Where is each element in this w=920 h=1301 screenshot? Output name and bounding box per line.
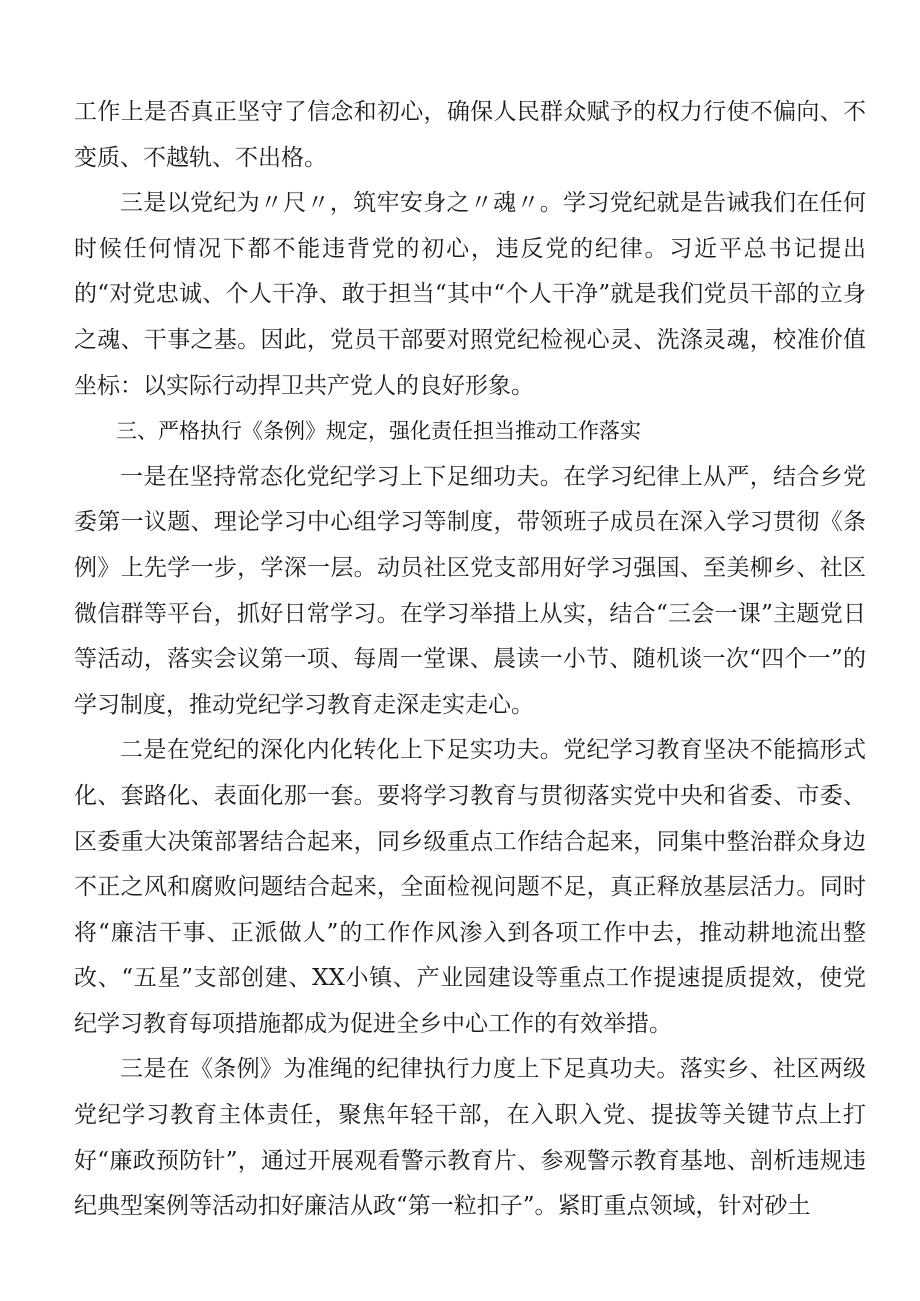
paragraph-first-measure: 一是在坚持常态化党纪学习上下足细功夫。在学习纪律上从严，结合乡党委第一议题、理论学习中心组学习等制度，带领班子成员在深入学习贯彻《条例》上先学一步，学深一层。动员社区党支部用好学习强国、至美柳乡、社区微信群等平台，抓好日常学习。在学习举措上从实，结合“三会一课”主题党日等活动，落实会议第一项、每周一堂课、晨读一小节、随机谈一次“四个一”的学习制度，推动党纪学习教育走深走实走心。 xyxy=(74,463,866,718)
paragraph-third-measure: 三是在《条例》为准绳的纪律执行力度上下足真功夫。落实乡、社区两级党纪学习教育主体责任，聚焦年轻干部，在入职入党、提拔等关键节点上打好“廉政预防针”，通过开展观看警示教育片、参观警示教育基地、剖析违规违纪典型案例等活动扣好廉洁从政“第一粒扣子”。紧盯重点领域，针对砂土 xyxy=(74,1056,866,1220)
document-body xyxy=(74,90,866,1230)
section-heading-three: 三、严格执行《条例》规定，强化责任担当推动工作落实 xyxy=(116,419,641,444)
paragraph-continued: 工作上是否真正坚守了信念和初心，确保人民群众赋予的权力行使不偏向、不变质、不越轨、不出格。 xyxy=(74,99,866,171)
paragraph-second-measure: 二是在党纪的深化内化转化上下足实功夫。党纪学习教育坚决不能搞形式化、套路化、表面化那一套。要将学习教育与贯彻落实党中央和省委、市委、区委重大决策部署结合起来，同乡级重点工作结合起来，同集中整治群众身边不正之风和腐败问题结合起来，全面检视问题不足，真正释放基层活力。同时将“廉洁干事、正派做人”的工作作风渗入到各项工作中去，推动耕地流出整改、“五星”支部创建、XX小镇、产业园建设等重点工作提速提质提效，使党纪学习教育每项措施都成为促进全乡中心工作的有效举措。 xyxy=(74,737,866,1037)
paragraph-third-point-discipline: 三是以党纪为〃尺〃，筑牢安身之〃魂〃。学习党纪就是告诫我们在任何时候任何情况下都不能违背党的初心，违反党的纪律。习近平总书记提出的“对党忠诚、个人干净、敢于担当“其中“个人干净”就是我们党员干部的立身之魂、干事之基。因此，党员干部要对照党纪检视心灵、洗涤灵魂，校准价值坐标：以实际行动捍卫共产党人的良好形象。 xyxy=(74,190,866,399)
